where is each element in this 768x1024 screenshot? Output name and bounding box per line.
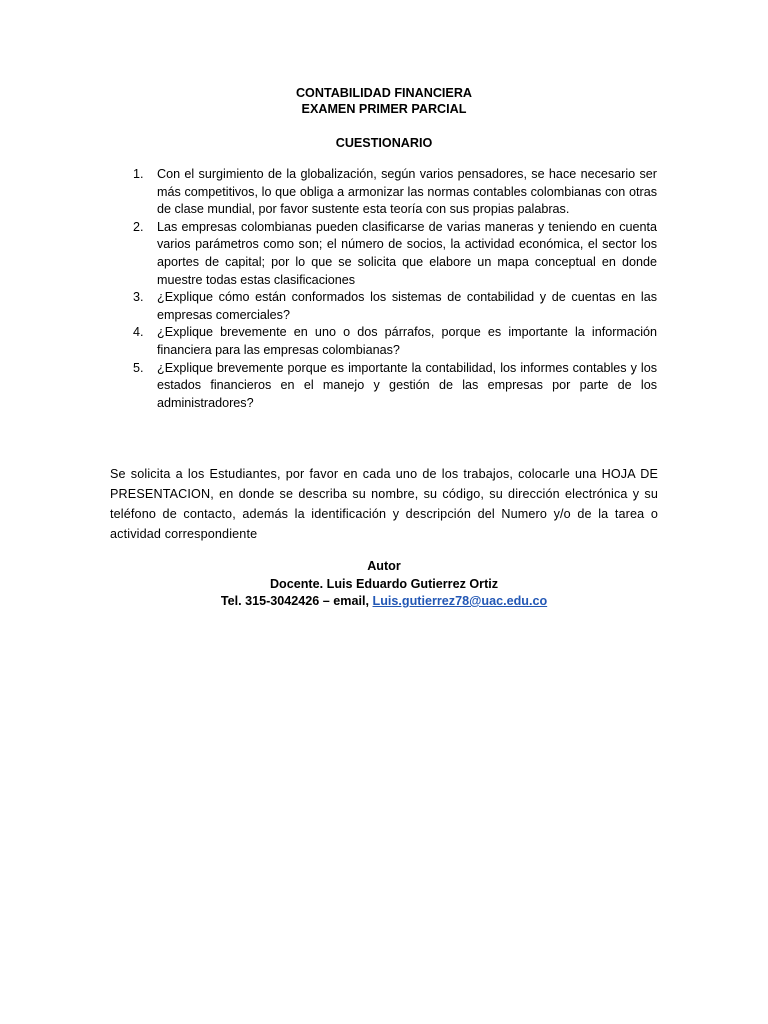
instructions-paragraph: Se solicita a los Estudiantes, por favor en cada uno de los trabajos, colocarle una HOJA DE PRESENTACION, en donde se describa su nombre, su código, su dirección electrónica y su teléfono de contacto, además la identificación y descripción del Numero y/o de la tarea o actividad correspondiente: [110, 466, 658, 541]
section-title: CUESTIONARIO: [335, 136, 433, 150]
question-item: [133, 324, 657, 359]
question-item: [133, 166, 657, 219]
question-number: 1.: [133, 167, 144, 181]
question-number: 4.: [133, 325, 144, 340]
author-name: Docente. Luis Eduardo Gutierrez Ortiz: [269, 576, 499, 591]
document-title: CONTABILIDAD FINANCIERA: [295, 86, 473, 100]
question-list: [133, 166, 657, 412]
question-number: 5.: [133, 360, 144, 375]
question-text: ¿Explique brevemente en uno o dos párrafos, porque es importante la información financiera para las empresas colombianas?: [157, 325, 657, 357]
author-phone: Tel. 315-3042426 – email,: [220, 594, 373, 608]
question-item: [133, 289, 657, 324]
author-block: [0, 558, 768, 611]
question-text: Las empresas colombianas pueden clasificarse de varias maneras y teniendo en cuenta varios parámetros como son; el número de socios, la actividad económica, el sector los aportes de capital; por lo que se solicita que elabore un mapa conceptual en donde muestre todas estas clasificaciones: [157, 219, 657, 287]
question-number: 3.: [133, 290, 144, 305]
question-item: [133, 360, 657, 413]
question-item: [133, 219, 657, 289]
author-label: Autor: [367, 559, 401, 573]
document-subtitle: EXAMEN PRIMER PARCIAL: [301, 102, 467, 116]
author-contact: [0, 593, 768, 611]
question-text: Con el surgimiento de la globalización, según varios pensadores, se hace necesario ser más competitivos, lo que obliga a armonizar las normas contables colombianas con otras de clase mundial, por favor sustente esta teoría con sus propias palabras.: [157, 167, 657, 217]
question-text: ¿Explique brevemente porque es importante la contabilidad, los informes contables y los estados financieros en el manejo y gestión de las empresas por parte de los administradores?: [157, 360, 657, 410]
question-text: ¿Explique cómo están conformados los sistemas de contabilidad y de cuentas en las empresas comerciales?: [157, 290, 657, 322]
question-number: 2.: [133, 219, 144, 234]
author-email-link[interactable]: Luis.gutierrez78@uac.edu.co: [372, 594, 548, 608]
document-header: [0, 85, 768, 151]
